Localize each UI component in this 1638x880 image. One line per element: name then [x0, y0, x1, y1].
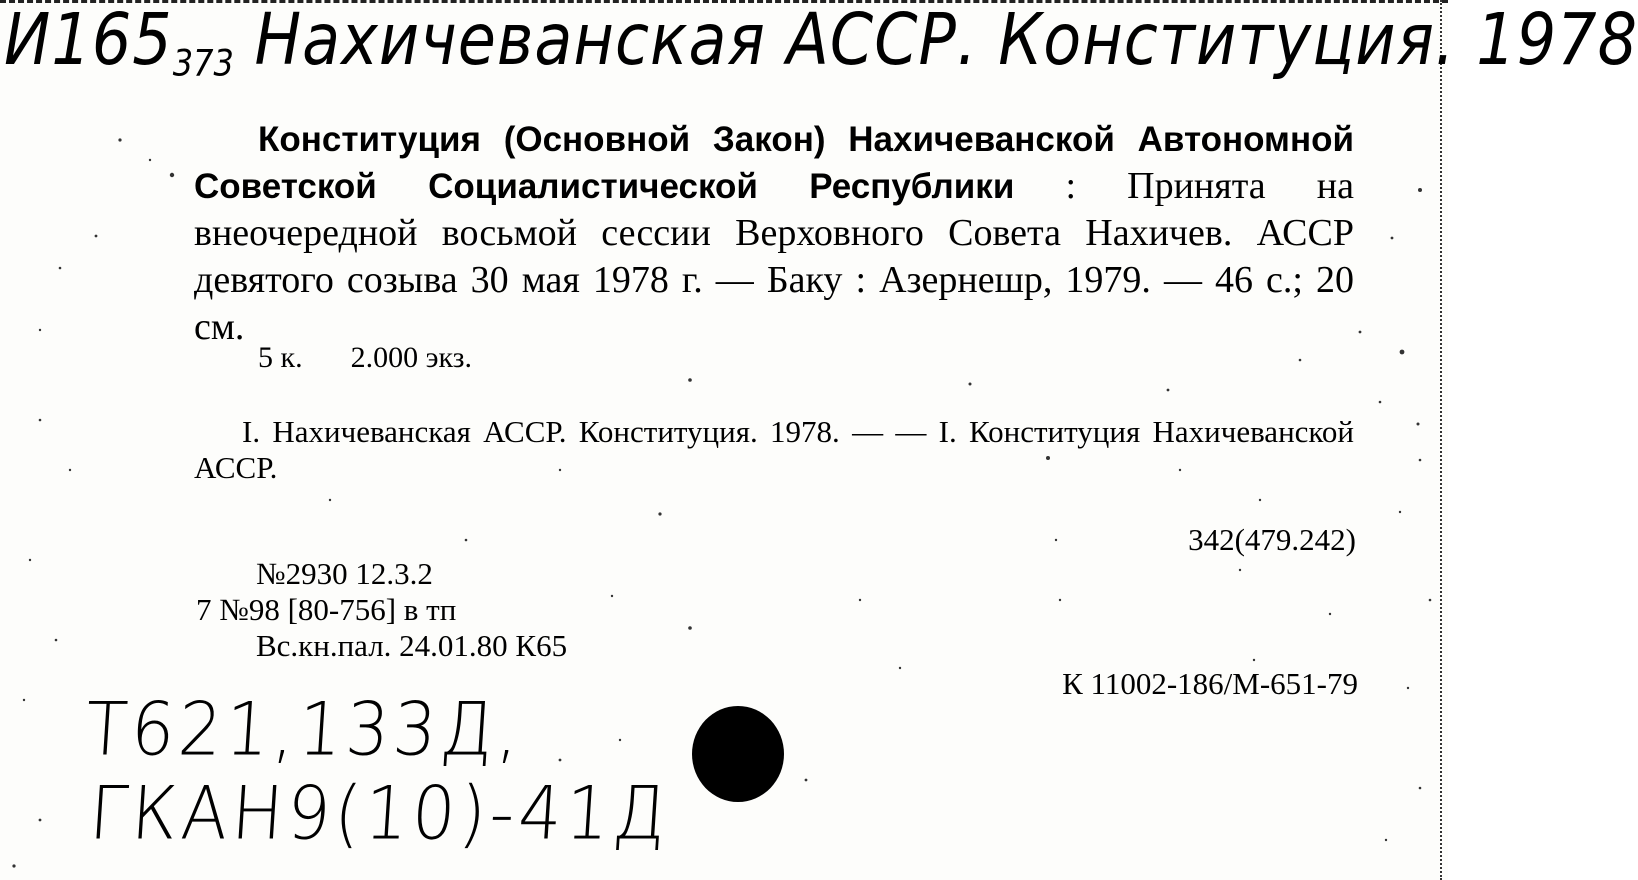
- code-line-1: №2930 12.3.2: [256, 556, 433, 591]
- description-title: Конституция (Основной Закон) Нахичеванской Автономной Советской Социалистической Республики: [194, 120, 1354, 206]
- punched-hole-mark: [692, 706, 784, 802]
- price: 5 к.: [258, 341, 303, 374]
- price-and-print-run: [258, 340, 472, 376]
- classification-code: 342(479.242): [1188, 522, 1356, 557]
- code-line-2: 7 №98 [80-756] в тп: [196, 592, 457, 627]
- handwritten-code: И165: [4, 0, 173, 82]
- handwritten-code-sub: 373: [172, 40, 234, 85]
- handwritten-title: Нахичеванская АССР. Конституция. 1978: [254, 0, 1638, 82]
- description-imprint: : Принята на внеочередной восьмой сессии Верховного Совета Нахичев. АССР девятого созыва 30 мая 1978 г. — Баку : Азернешр, 1979. — 46 с.; 20 см.: [194, 165, 1354, 348]
- bibliographic-description: [194, 116, 1354, 351]
- code-line-3: Вс.кн.пал. 24.01.80 К65: [256, 628, 568, 663]
- print-run: 2.000 экз.: [350, 341, 472, 374]
- registration-codes: [196, 556, 567, 664]
- tracing-text: I. Нахичеванская АССР. Конституция. 1978. — — I. Конституция Нахичеванской АССР.: [194, 414, 1354, 485]
- handwritten-shelfmark-1: Т621,133Д,: [82, 687, 526, 773]
- handwritten-shelfmark-2: ГКАН9(10)-41Д: [86, 771, 673, 857]
- handwritten-call-number-header: [4, 0, 1638, 85]
- subject-tracing: [194, 414, 1354, 486]
- publication-index-code: К 11002-186/М-651-79: [1062, 666, 1358, 701]
